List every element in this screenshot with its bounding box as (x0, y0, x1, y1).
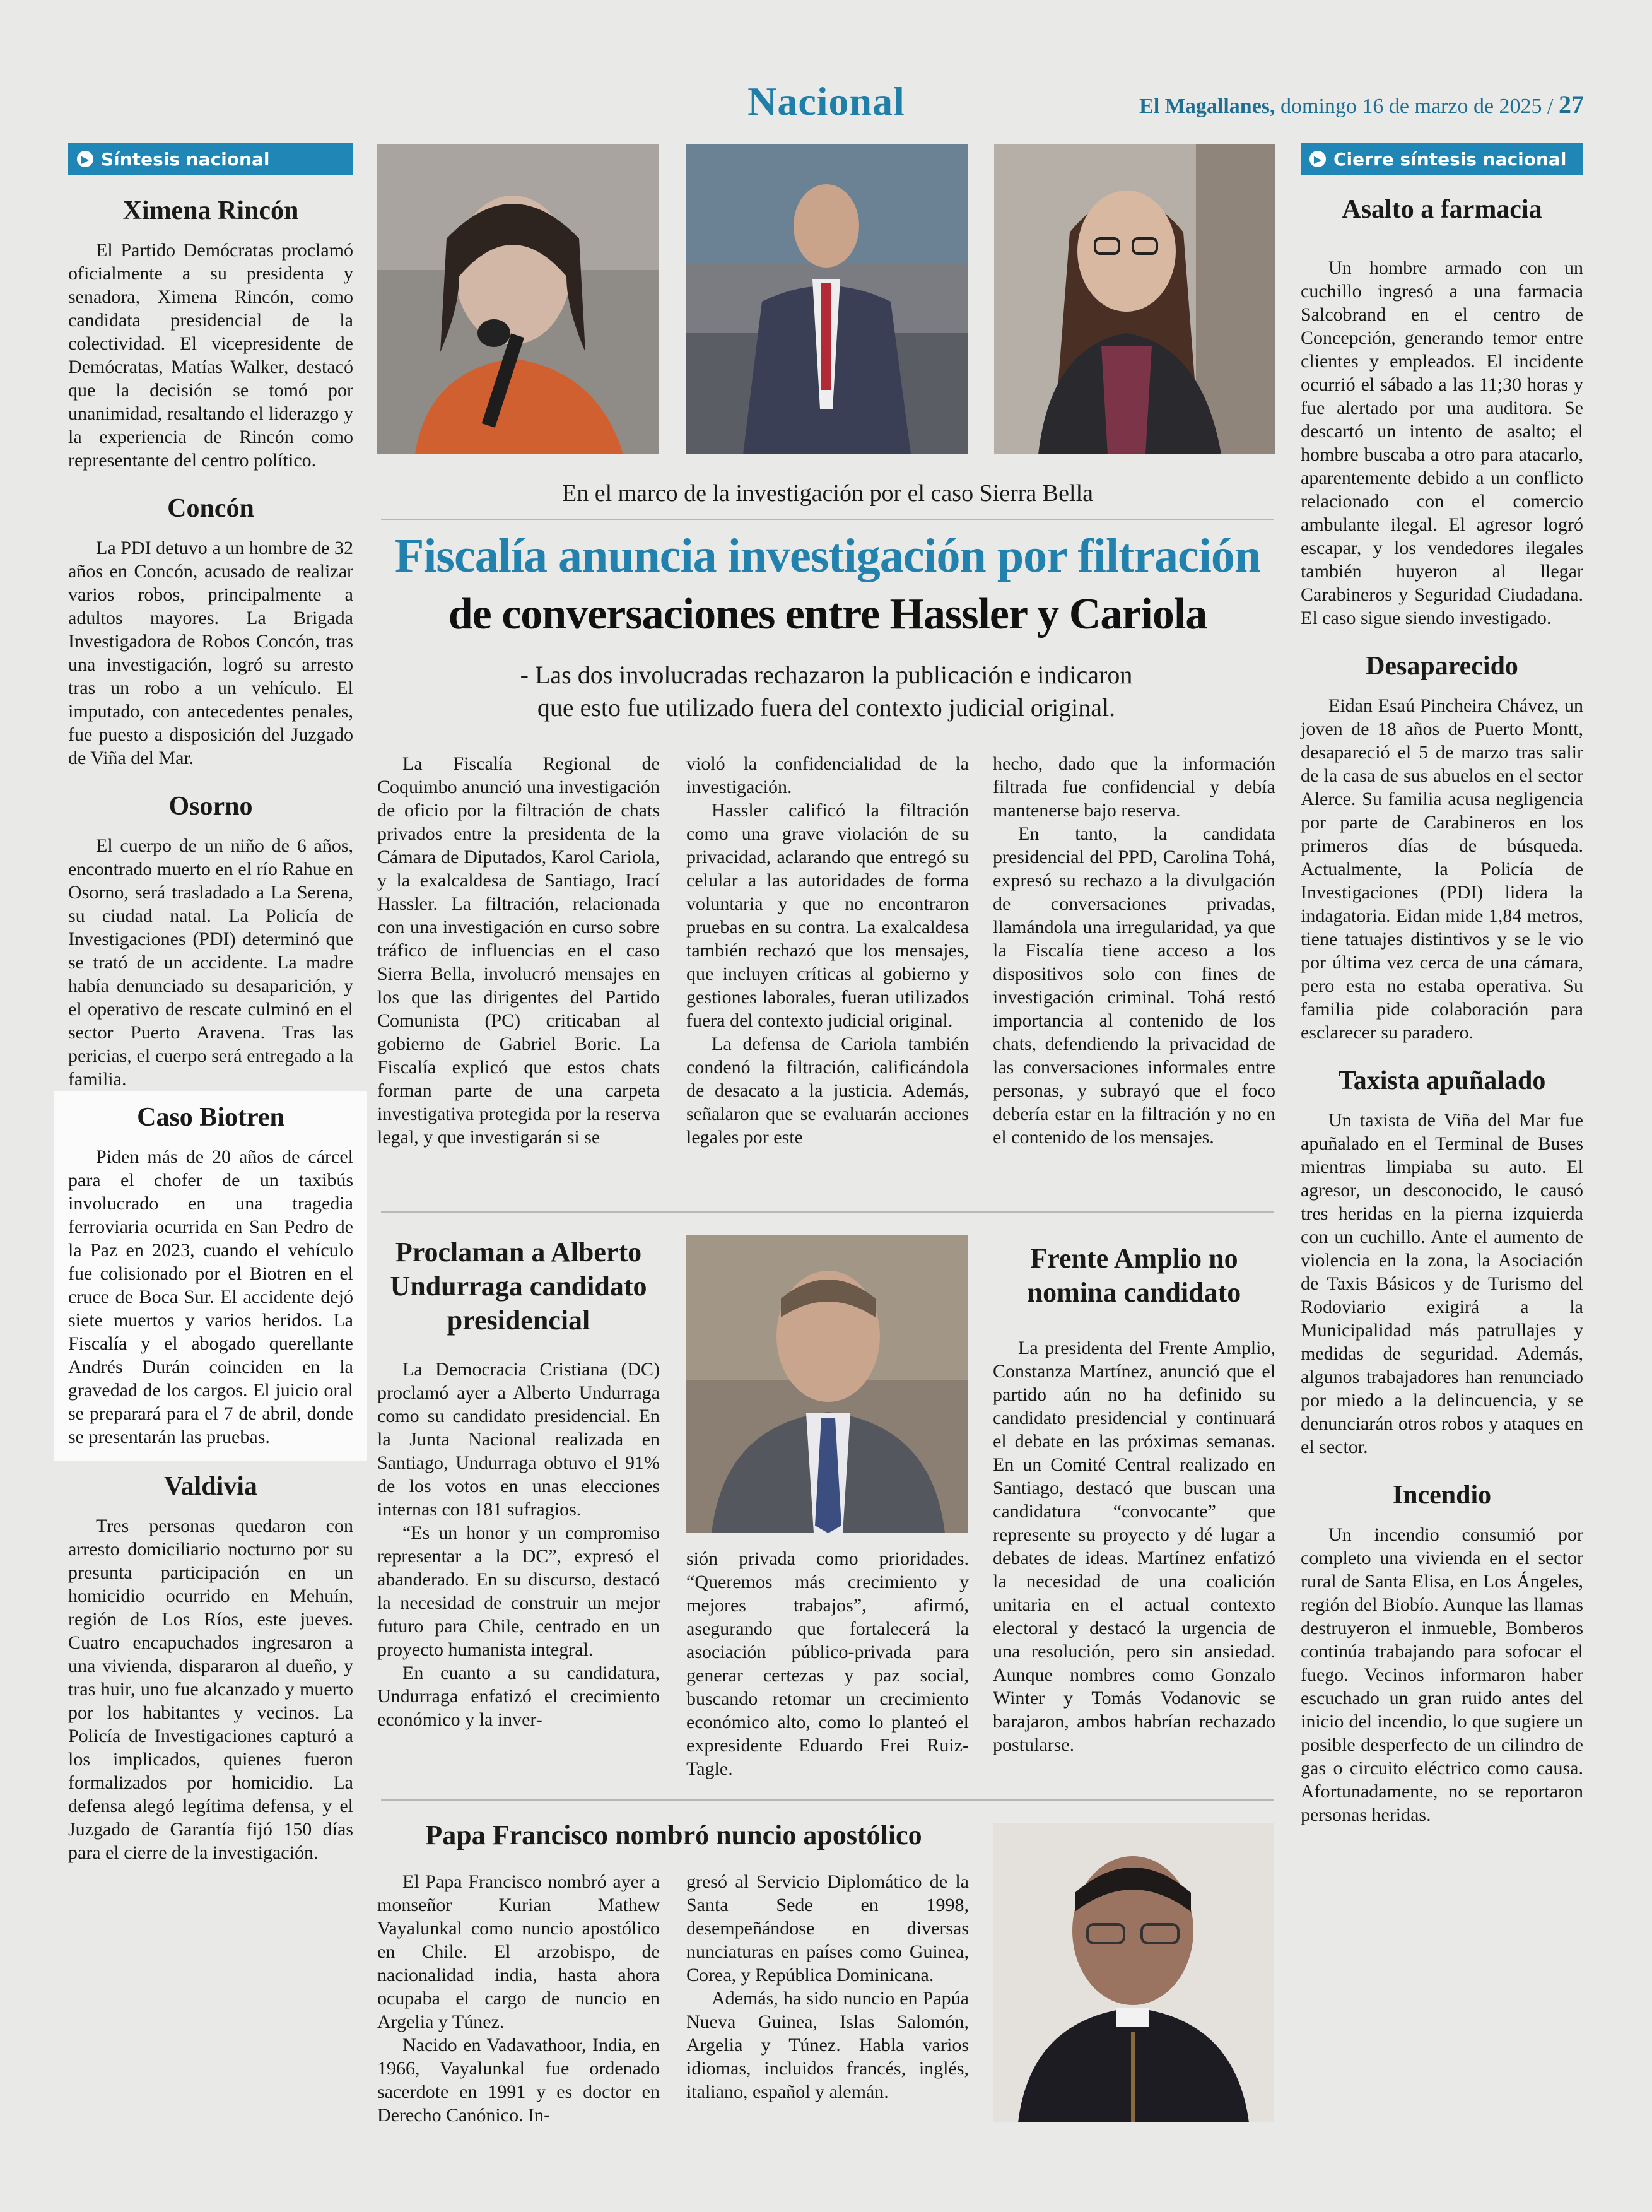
summary-item-ximena (68, 196, 353, 472)
paragraph: En cuanto a su candidatura, Undurraga enfatizó el crecimiento económico y la inver- (377, 1662, 660, 1730)
left-column-summary (68, 143, 353, 1864)
summary-item-text: Un hombre armado con un cuchillo ingresó a una farmacia Salcobrand en el centro de Concepción, generando temor entre clientes y empleados. El incidente ocurrió el sábado a las 11;30 horas y fue alertado por una auditora. Se descartó un intento de asalto; el hombre buscaba a otro para atacarlo, aparentemente debido a un conflicto relacionado con el comercio ambulante ilegal. El agresor logró escapar, y los vendedores ilegales también huyeron al llegar Carabineros y Seguridad Ciudadana. El caso sigue siendo investigado. (1301, 257, 1583, 628)
main-story-col-2 (686, 752, 969, 1149)
summary-item-text: Piden más de 20 años de cárcel para el chofer de un taxibús involucrado en una tragedia ferroviaria ocurrida en San Pedro de la Paz en 2023, cuando el vehículo fue colisionado por el Biotren en el cruce de Boca Sur. El accidente dejó siete muertos y varios heridos. La Fiscalía y el abogado querellante Andrés Durán coinciden en la gravedad de los cargos. El juicio oral se preparará para el 7 de abril, donde se presentarán las pruebas. (68, 1146, 353, 1447)
paragraph: La defensa de Cariola también condenó la filtración, calificándola de desacato a la justicia. Además, señalaron que se evaluarán acciones legales por este (686, 1033, 969, 1148)
section-title: Nacional (747, 79, 905, 124)
summary-item-taxista (1301, 1066, 1583, 1459)
story-kicker: En el marco de la investigación por el caso Sierra Bella (561, 480, 1093, 507)
dek-line-1: - Las dos involucradas rechazaron la publicación e indicaron (520, 661, 1133, 689)
summary-item-text: El Partido Demócratas proclamó oficialmente a su presidenta y senadora, Ximena Rincón, como candidata presidencial de la colectividad. El vicepresidente de Demócratas, Matías Walker, destacó que la decisión se tomó por unanimidad, resaltando el liderazgo y la experiencia de Rincón como representante del centro político. (68, 240, 353, 471)
header-separator: / (1547, 95, 1554, 118)
summary-item-text: La PDI detuvo a un hombre de 32 años en Concón, acusado de realizar varios robos, principalmente a adultos mayores. La Brigada Investigadora de Robos Concón, tras una investigación, logró su arresto tras un robo a un vehículo. El imputado, con antecedentes penales, fue puesto a disposición del Juzgado de Viña del Mar. (68, 538, 353, 768)
summary-item-title: Incendio (1392, 1481, 1492, 1510)
right-column-tag (1301, 143, 1583, 175)
paragraph: Además, ha sido nuncio en Papúa Nueva Guinea, Islas Salomón, Argelia y Túnez. Habla varios idiomas, incluidos francés, inglés, italiano, español y alemán. (686, 1988, 969, 2102)
right-tag-label: Cierre síntesis nacional (1333, 148, 1567, 170)
summary-item-title: Desaparecido (1366, 652, 1518, 681)
publication-name: El Magallanes, (1139, 95, 1275, 118)
papa-headline: Papa Francisco nombró nuncio apostólico (425, 1820, 922, 1850)
frente-amplio-headline: Frente Amplio no nomina candidato (1027, 1243, 1241, 1308)
section-divider-1 (381, 1211, 1274, 1213)
summary-item-text: Un incendio consumió por completo una vivienda en el sector rural de Santa Elisa, en Los Ángeles, región del Biobío. Aunque las llamas destruyeron el inmueble, Bomberos continúa trabajando para sofocar el fuego. Vecinos informaron haber escuchado un gran ruido antes del inicio del incendio, lo que sugiere un posible desperfecto de un cilindro de gas o circuito eléctrico como causa. Afortunadamente, no se reportaron personas heridas. (1301, 1524, 1583, 1825)
paragraph: La Democracia Cristiana (DC) proclamó ayer a Alberto Undurraga como su candidato presidencial. En la Junta Nacional realizada en Santiago, Undurraga obtuvo el 91% de los votos en unas elecciones internas con 181 sufragios. (377, 1359, 660, 1520)
kicker-divider (381, 519, 1274, 520)
papa-col-2 (686, 1870, 969, 2103)
summary-item-title: Osorno (168, 792, 253, 821)
right-column-summary (1301, 143, 1583, 1827)
paragraph: violó la confidencialidad de la investigación. (686, 753, 969, 797)
main-story-col-1 (377, 752, 660, 1149)
summary-item-farmacia (1301, 194, 1583, 630)
page-header-info (1139, 90, 1584, 119)
photo-nuncio (993, 1823, 1274, 2122)
photo-woman-glasses (994, 144, 1275, 454)
undurraga-col-2 (686, 1547, 969, 1780)
papa-col-1 (377, 1870, 660, 2127)
main-dek (404, 659, 1249, 724)
photo-hassler-press (686, 144, 968, 454)
paragraph: La presidenta del Frente Amplio, Constanza Martínez, anunció que el partido aún no ha definido su candidato presidencial y continuará el debate en las próximas semanas. En un Comité Central realizado en Santiago, destacó que buscan una candidatura “convocante” que represente su proyecto y dé lugar a debates de ideas. Martínez enfatizó la necesidad de una coalición unitaria en el actual contexto electoral y destacó la urgencia de una resolución, pero sin ansiedad. Aunque nombres como Gonzalo Winter y Tomás Vodanovic se barajaron, ambos habrían rechazado postularse. (993, 1338, 1275, 1755)
arrow-circle-icon: ▶ (77, 151, 93, 167)
summary-item-osorno (68, 791, 353, 1091)
undurraga-headline: Proclaman a Alberto Undurraga candidato presidencial (390, 1237, 647, 1336)
summary-item-valdivia (68, 1471, 353, 1864)
paragraph: La Fiscalía Regional de Coquimbo anunció una investigación de oficio por la filtración de chats privados entre la presidenta de la Cámara de Diputados, Karol Cariola, y la exalcaldesa de Santiago, Irací Hassler. La filtración, relacionada con una investigación en curso sobre tráfico de influencias en el caso Sierra Bella, involucró mensajes en los que las dirigentes del Partido Comunista (PC) criticaban al gobierno de Gabriel Boric. La Fiscalía explicó que estos chats forman parte de una carpeta investigativa protegida por la reserva legal, y que investigarán si se (377, 753, 660, 1148)
photo-undurraga (686, 1235, 968, 1533)
paragraph: Hassler calificó la filtración como una grave violación de su privacidad, aclarando que entregó su celular a las autoridades de forma voluntaria y que no encontraron pruebas en su contra. La exalcaldesa también rechazó que los mensajes, que incluyen críticas al gobierno y gestiones laborales, fueran utilizados fuera del contexto judicial original. (686, 800, 969, 1031)
photo-cariola (377, 144, 659, 454)
left-tag-label: Síntesis nacional (101, 148, 270, 170)
summary-item-title: Caso Biotren (137, 1103, 284, 1132)
section-divider-2 (381, 1799, 1274, 1801)
main-headline-line-1: Fiscalía anuncia investigación por filtración (394, 529, 1261, 582)
summary-item-text: Eidan Esaú Pincheira Chávez, un joven de 18 años de Puerto Montt, desapareció el 5 de marzo tras salir de la casa de sus abuelos en el sector Alerce. Su familia acusa negligencia por parte de Carabineros en los primeros días de búsqueda. Actualmente, la Policía de Investigaciones (PDI) lidera la indagatoria. Eidan mide 1,84 metros, tiene tatuajes distintivos y se le vio por última vez cerca de una cámara, pero esta no estaba operativa. Su familia pide colaboración para esclarecer su paradero. (1301, 695, 1583, 1043)
dek-line-2: que esto fue utilizado fuera del contexto judicial original. (537, 693, 1116, 722)
frente-amplio-body (993, 1336, 1275, 1756)
summary-item-desaparecido (1301, 651, 1583, 1044)
summary-item-title: Valdivia (164, 1472, 257, 1501)
main-story-col-3 (993, 752, 1275, 1149)
paragraph: hecho, dado que la información filtrada fue confidencial y debía mantenerse bajo reserva. (993, 753, 1275, 821)
left-column-tag (68, 143, 353, 175)
summary-item-incendio (1301, 1480, 1583, 1827)
paragraph: El Papa Francisco nombró ayer a monseñor Kurian Mathew Vayalunkal como nuncio apostólico en Chile. El arzobispo, de nacionalidad india, hasta ahora ocupaba el cargo de nuncio en Argelia y Túnez. (377, 1871, 660, 2032)
paragraph: gresó al Servicio Diplomático de la Santa Sede en 1998, desempeñándose en diversas nunciaturas en países como Guinea, Corea, y República Dominicana. (686, 1871, 969, 1986)
paragraph: “Es un honor y un compromiso representar a la DC”, expresó el abanderado. En su discurso, destacó la necesidad de construir un mejor futuro para Chile, centrado en un proyecto humanista integral. (377, 1522, 660, 1660)
arrow-circle-icon: ▶ (1309, 151, 1326, 167)
undurraga-col-1 (377, 1358, 660, 1731)
summary-item-text: Tres personas quedaron con arresto domiciliario nocturno por su presunta participación en un homicidio ocurrido en Mehuín, región de Los Ríos, este jueves. Cuatro encapuchados ingresaron a una vivienda, dispararon al dueño, y tras huir, uno fue alcanzado y muerto por los habitantes y vecinos. La Policía de Investigaciones capturó a los implicados, quienes fueron formalizados por homicidio. La defensa alegó legítima defensa, y el Juzgado de Garantía fijó 150 días para el cierre de la investigación. (68, 1515, 353, 1863)
main-headline-line-2: de conversaciones entre Hassler y Cariola (448, 590, 1207, 638)
summary-item-title: Concón (167, 494, 254, 523)
summary-item-title: Ximena Rincón (122, 196, 299, 225)
summary-item-biotren (54, 1091, 367, 1461)
summary-item-text: Un taxista de Viña del Mar fue apuñalado en el Terminal de Buses mientras limpiaba su auto. El agresor, un desconocido, le causó tres heridas en la pierna izquierda con un cuchillo. Ante el aumento de violencia en la zona, la Asociación de Taxis Básicos y de Turismo del Rodoviario exigirá a la Municipalidad más patrullajes y medidas de seguridad. Además, algunos trabajadores han renunciado por miedo a la delincuencia, y se denunciarán otros robos y ataques en el sector. (1301, 1110, 1583, 1457)
paragraph: En tanto, la candidata presidencial del PPD, Carolina Tohá, expresó su rechazo a la divulgación de conversaciones privadas, llamándola una irregularidad, ya que la Fiscalía tiene acceso a los dispositivos solo con fines de investigación criminal. Tohá restó importancia al contenido de los chats, defendiendo la privacidad de las conversaciones informales entre personas, y subrayó que el foco debería estar en la filtración y no en el contenido de los mensajes. (993, 823, 1275, 1148)
summary-item-concon (68, 493, 353, 770)
paragraph: Nacido en Vadavathoor, India, en 1966, Vayalunkal fue ordenado sacerdote en 1991 y es doctor en Derecho Canónico. In- (377, 2035, 660, 2126)
paragraph: sión privada como prioridades. “Queremos más crecimiento y mejores trabajos”, afirmó, asegurando que fortalecerá la asociación público-privada para generar certezas y paz social, buscando retomar un crecimiento económico alto, como lo planteó el expresidente Eduardo Frei Ruiz-Tagle. (686, 1548, 969, 1779)
summary-item-title: Asalto a farmacia (1342, 195, 1542, 224)
summary-item-text: El cuerpo de un niño de 6 años, encontrado muerto en el río Rahue en Osorno, será trasladado a La Serena, su ciudad natal. La Policía de Investigaciones (PDI) determinó que se trató de un accidente. La madre había denunciado su desaparición, y el operativo de rescate culminó en el sector Puerto Aravena. Tras las pericias, el cuerpo será entregado a la familia. (68, 835, 353, 1090)
publication-date: domingo 16 de marzo de 2025 (1280, 95, 1542, 118)
page-number: 27 (1559, 90, 1584, 119)
summary-item-title: Taxista apuñalado (1338, 1066, 1546, 1095)
